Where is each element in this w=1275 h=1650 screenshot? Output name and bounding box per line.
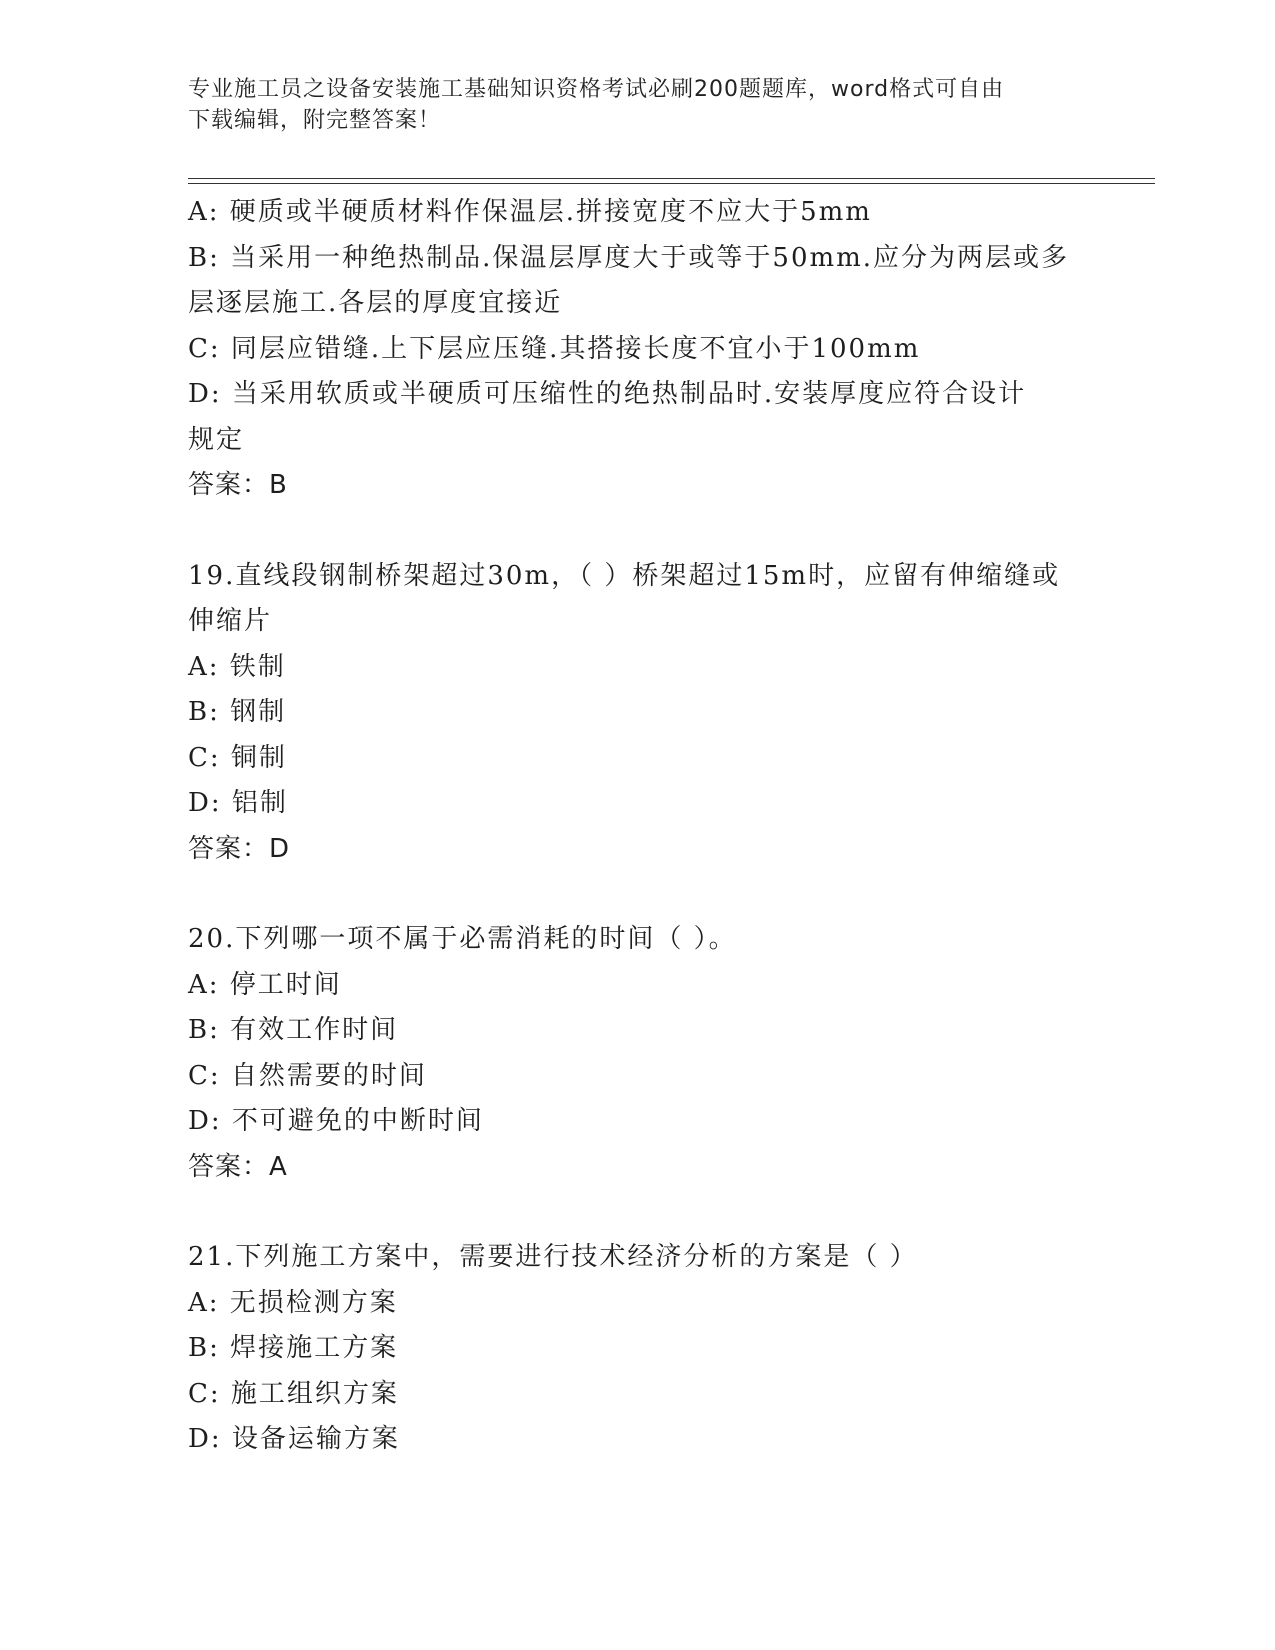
- spacer: [188, 509, 1088, 554]
- q18-option-b-line-2: 层逐层施工.各层的厚度宜接近: [188, 288, 563, 318]
- header-divider-bottom: [188, 183, 1155, 184]
- q21-option-b: B: 焊接施工方案: [188, 1333, 399, 1363]
- q19-answer: 答案：D: [188, 833, 291, 864]
- q21-option-c: C: 施工组织方案: [188, 1378, 399, 1409]
- spacer: [188, 1190, 1088, 1235]
- q20-option-b: B: 有效工作时间: [188, 1015, 399, 1045]
- q20-option-c: C: 自然需要的时间: [188, 1060, 427, 1091]
- header-line-1: 专业施工员之设备安装施工基础知识资格考试必刷200题题库，word格式可自由: [188, 77, 1005, 102]
- q19-option-d: D: 铝制: [188, 788, 288, 818]
- q18-answer: 答案：B: [188, 470, 288, 500]
- q20-option-d: D: 不可避免的中断时间: [188, 1106, 484, 1136]
- question-content: [188, 190, 1088, 1463]
- q18-option-c: C: 同层应错缝.上下层应压缝.其搭接长度不宜小于100mm: [188, 333, 921, 364]
- spacer: [188, 872, 1088, 917]
- q19-stem-line-2: 伸缩片: [188, 606, 273, 636]
- q19-option-b: B: 钢制: [188, 697, 287, 727]
- q18-option-d-line-2: 规定: [188, 424, 245, 455]
- document-header: [188, 74, 1068, 136]
- q20-stem: 20.下列哪一项不属于必需消耗的时间（ ）。: [188, 924, 737, 954]
- question-19: [188, 554, 1088, 873]
- q19-option-c: C: 铜制: [188, 742, 287, 773]
- question-21: [188, 1235, 1088, 1463]
- header-line-2: 下载编辑，附完整答案！: [188, 108, 442, 133]
- q19-stem-line-1: 19.直线段钢制桥架超过30m，（ ）桥架超过15m时，应留有伸缩缝或: [188, 560, 1061, 591]
- q18-option-b-line-1: B: 当采用一种绝热制品.保温层厚度大于或等于50mm.应分为两层或多: [188, 242, 1070, 273]
- q21-option-a: A: 无损检测方案: [188, 1287, 398, 1318]
- q20-option-a: A: 停工时间: [188, 969, 342, 1000]
- header-divider-top: [188, 178, 1155, 179]
- q18-option-d-line-1: D: 当采用软质或半硬质可压缩性的绝热制品时.安装厚度应符合设计: [188, 379, 1027, 409]
- q20-answer: 答案：A: [188, 1151, 288, 1182]
- q18-option-a: A: 硬质或半硬质材料作保温层.拼接宽度不应大于5mm: [188, 197, 872, 227]
- q19-option-a: A: 铁制: [188, 651, 286, 682]
- question-18-options: [188, 190, 1088, 509]
- question-20: [188, 917, 1088, 1190]
- q21-option-d: D: 设备运输方案: [188, 1424, 400, 1454]
- q21-stem: 21.下列施工方案中，需要进行技术经济分析的方案是（ ）: [188, 1242, 918, 1272]
